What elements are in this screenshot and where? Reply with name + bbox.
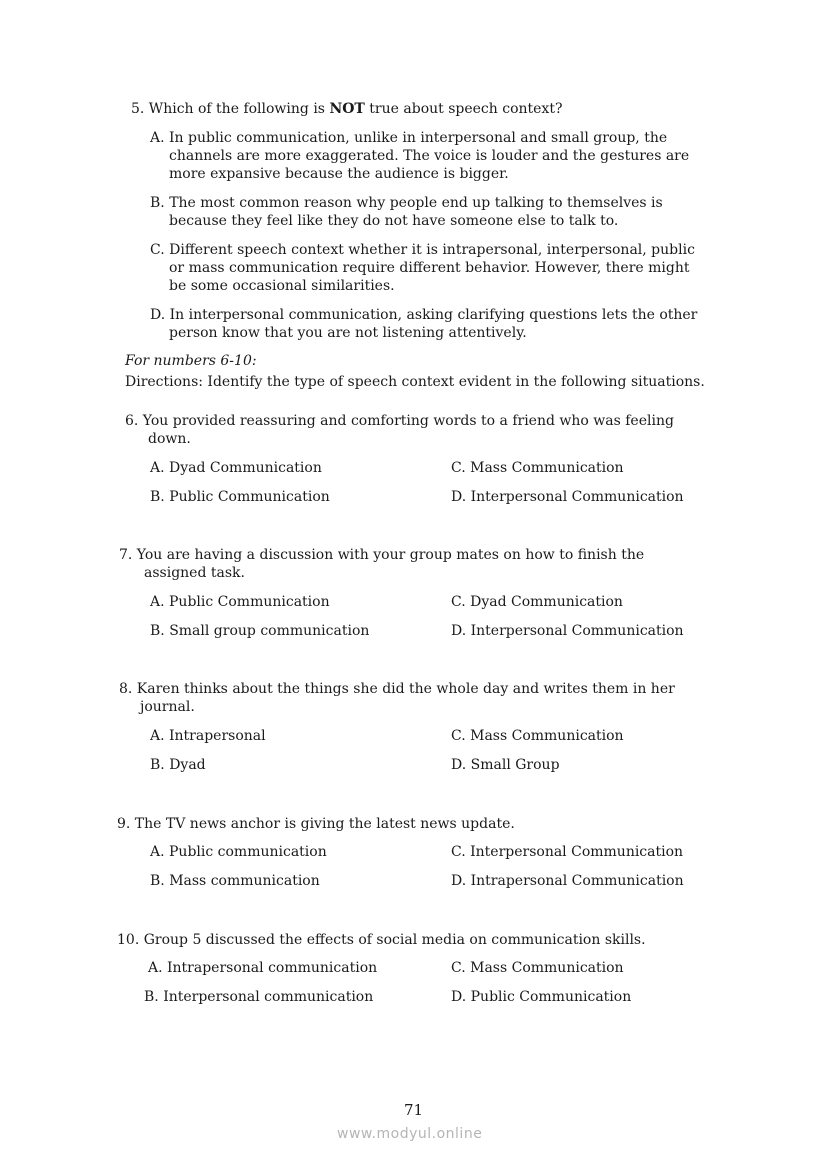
question-5-option-c: or mass communication require different behavior. However, there might — [169, 260, 690, 276]
question-5-prompt — [131, 100, 562, 118]
question-5-option-b: because they feel like they do not have someone else to talk to. — [169, 213, 619, 229]
question-5-option-d: D. In interpersonal communication, asking clarifying questions lets the other — [150, 307, 698, 323]
option-b: B. Mass communication — [150, 873, 320, 889]
option-c: C. Mass Communication — [451, 460, 624, 476]
section-heading: For numbers 6-10: — [125, 353, 257, 369]
option-c: C. Mass Communication — [451, 960, 624, 976]
question-6-prompt: 6. You provided reassuring and comforting words to a friend who was feeling — [125, 413, 674, 429]
option-b: B. Public Communication — [150, 489, 330, 505]
watermark: www.modyul.online — [337, 1126, 483, 1142]
option-a: A. Public communication — [150, 844, 327, 860]
option-b: B. Interpersonal communication — [144, 989, 374, 1005]
question-5-option-a: channels are more exaggerated. The voice is louder and the gestures are — [169, 148, 690, 164]
question-5-option-a: more expansive because the audience is bigger. — [169, 166, 509, 182]
page-number: 71 — [404, 1101, 424, 1119]
option-b: B. Dyad — [150, 757, 206, 773]
section-directions: Directions: Identify the type of speech context evident in the following situations. — [125, 374, 705, 390]
option-d: D. Small Group — [451, 757, 560, 773]
question-10-prompt: 10. Group 5 discussed the effects of social media on communication skills. — [117, 932, 646, 948]
option-a: A. Intrapersonal communication — [148, 960, 378, 976]
question-5-option-d: person know that you are not listening attentively. — [169, 325, 527, 341]
question-9-prompt: 9. The TV news anchor is giving the latest news update. — [117, 816, 515, 832]
option-c: C. Mass Communication — [451, 728, 624, 744]
option-d: D. Interpersonal Communication — [451, 489, 684, 505]
question-5-option-c: be some occasional similarities. — [169, 278, 395, 294]
question-5-option-a: A. In public communication, unlike in interpersonal and small group, the — [150, 130, 668, 146]
emphasis-not: NOT — [329, 101, 365, 117]
question-7-prompt: assigned task. — [144, 565, 245, 581]
question-5-text: 5. Which of the following is — [131, 101, 330, 117]
option-d: D. Interpersonal Communication — [451, 623, 684, 639]
question-6-prompt: down. — [148, 431, 191, 447]
option-d: D. Intrapersonal Communication — [451, 873, 684, 889]
question-5-option-b: B. The most common reason why people end up talking to themselves is — [150, 195, 663, 211]
option-c: C. Interpersonal Communication — [451, 844, 684, 860]
option-c: C. Dyad Communication — [451, 594, 623, 610]
option-b: B. Small group communication — [150, 623, 370, 639]
question-5-text: true about speech context? — [364, 101, 563, 117]
question-8-prompt: 8. Karen thinks about the things she did the whole day and writes them in her — [119, 681, 675, 697]
question-8-prompt: journal. — [140, 699, 195, 715]
question-5-option-c: C. Different speech context whether it is intrapersonal, interpersonal, public — [150, 242, 695, 258]
option-a: A. Public Communication — [150, 594, 330, 610]
option-a: A. Dyad Communication — [150, 460, 322, 476]
option-a: A. Intrapersonal — [150, 728, 266, 744]
question-7-prompt: 7. You are having a discussion with your group mates on how to finish the — [119, 547, 645, 563]
option-d: D. Public Communication — [451, 989, 632, 1005]
